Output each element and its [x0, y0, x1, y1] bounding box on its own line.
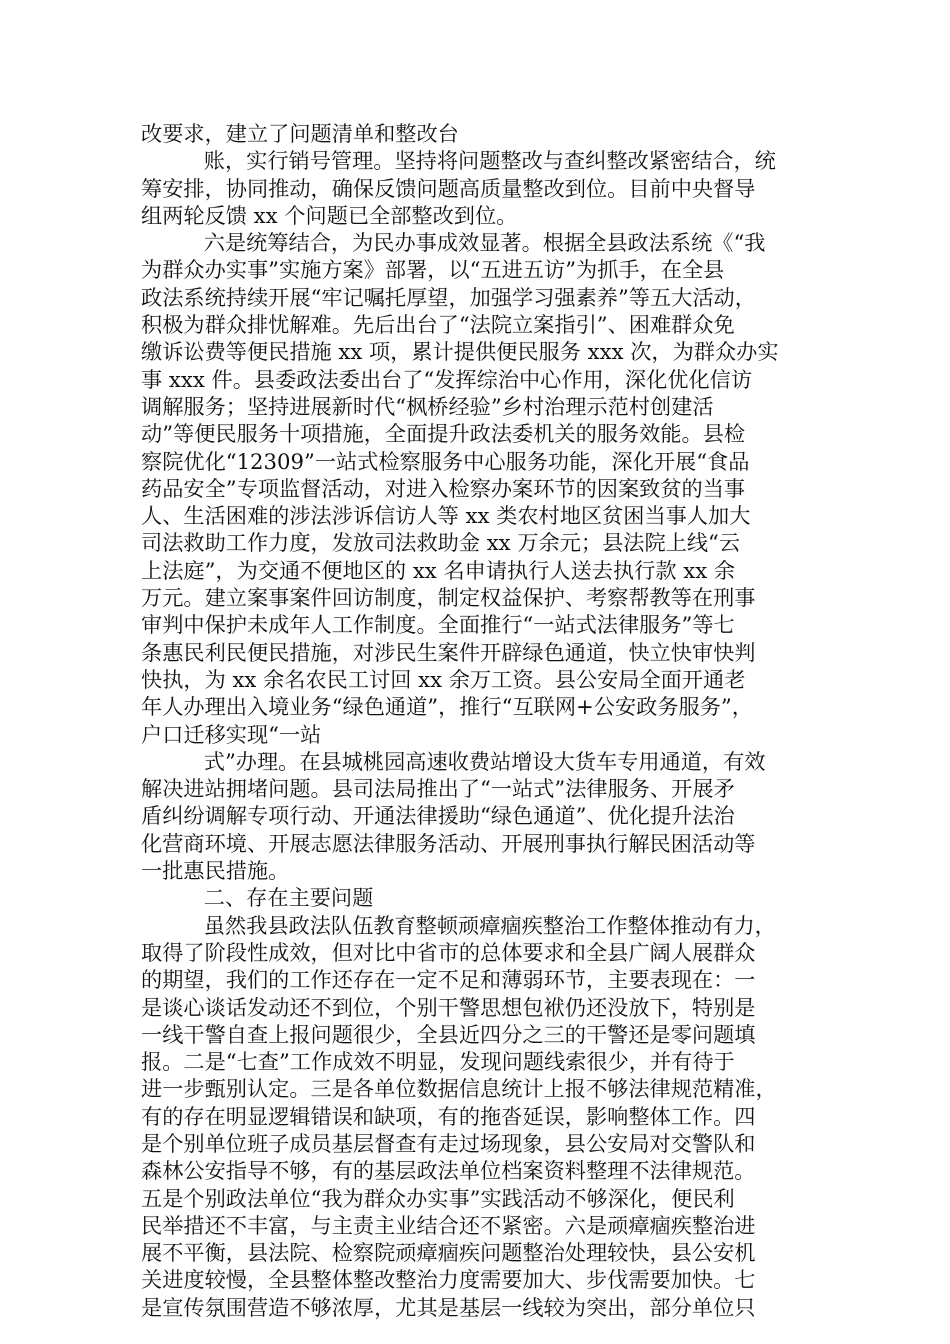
text-line: 一线干警自查上报问题很少，全县近四分之三的干警还是零问题填 — [141, 1021, 756, 1047]
text-line: 组两轮反馈 xx 个问题已全部整改到位。 — [141, 202, 518, 228]
text-line: 政法系统持续开展“牢记嘱托厚望，加强学习强素养”等五大活动， — [141, 284, 756, 310]
text-line: 年人办理出入境业务“绿色通道”，推行“互联网+公安政务服务”， — [141, 694, 753, 720]
text-line: 一批惠民措施。 — [141, 858, 290, 884]
text-line: 改要求，建立了问题清单和整改台 — [141, 121, 459, 146]
section-heading — [141, 884, 811, 911]
text-line: 解决进站拥堵问题。县司法局推出了“一站式”法律服务、开展矛 — [141, 776, 735, 802]
text-line: 报。二是“七查”工作成效不明显，发现问题线索很少，并有待于 — [141, 1049, 735, 1075]
text-line: 筹安排，协同推动，确保反馈问题高质量整改到位。目前中央督导 — [141, 175, 756, 201]
text-line: 化营商环境、开展志愿法律服务活动、开展刑事执行解民困活动等 — [141, 830, 756, 856]
text-line: 民举措还不丰富，与主责主业结合还不紧密。六是顽瘴痼疾整治进 — [141, 1212, 756, 1238]
text-line: 式”办理。在县城桃园高速收费站增设大货车专用通道，有效 — [203, 748, 766, 774]
text-line: 有的存在明显逻辑错误和缺项，有的拖沓延误，影响整体工作。四 — [141, 1103, 756, 1129]
paragraph — [141, 748, 811, 884]
text-line: 为群众办实事”实施方案》部署，以“五进五访”为抓手，在全县 — [141, 257, 725, 283]
text-line: 六是统筹结合，为民办事成效显著。根据全县政法系统《“我 — [203, 230, 766, 256]
text-line: 森林公安指导不够，有的基层政法单位档案资料整理不法律规范。 — [141, 1158, 756, 1184]
text-line: 积极为群众排忧解难。先后出台了“法院立案指引”、困难群众免 — [141, 312, 735, 338]
text-line: 虽然我县政法队伍教育整顿顽瘴痼疾整治工作整体推动有力， — [203, 912, 776, 938]
text-line: 药品安全”专项监督活动，对进入检察办案环节的因案致贫的当事 — [141, 475, 746, 501]
text-line: 万元。建立案事案件回访制度，制定权益保护、考察帮教等在刑事 — [141, 585, 756, 611]
text-line: 盾纠纷调解专项行动、开通法律援助“绿色通道”、优化提升法治 — [141, 803, 735, 829]
text-line: 账，实行销号管理。坚持将问题整改与查纠整改紧密结合，统 — [203, 148, 776, 174]
text-line: 展不平衡，县法院、检察院顽瘴痼疾问题整治处理较快，县公安机 — [141, 1240, 756, 1266]
text-line: 调解服务；坚持进展新时代“枫桥经验”乡村治理示范村创建活 — [141, 393, 714, 419]
document-body — [141, 120, 811, 1321]
text-line: 五是个别政法单位“我为群众办实事”实践活动不够深化，便民利 — [141, 1185, 735, 1211]
text-line: 的期望，我们的工作还存在一定不足和薄弱环节，主要表现在：一 — [141, 967, 756, 993]
text-line: 是谈心谈话发动还不到位，个别干警思想包袱仍还没放下，特别是 — [141, 994, 756, 1020]
text-line: 人、生活困难的涉法涉诉信访人等 xx 类农村地区贫困当事人加大 — [141, 503, 751, 529]
text-line: 是宣传氛围营造不够浓厚，尤其是基层一线较为突出，部分单位只 — [141, 1294, 756, 1320]
document-page — [141, 120, 811, 1321]
text-line: 动”等便民服务十项措施，全面提升政法委机关的服务效能。县检 — [141, 421, 746, 447]
text-line: 关进度较慢，全县整体整改整治力度需要加大、步伐需要加快。七 — [141, 1267, 756, 1293]
text-line: 司法救助工作力度，发放司法救助金 xx 万余元；县法院上线“云 — [141, 530, 741, 556]
text-line: 察院优化“12309”一站式检察服务中心服务功能，深化开展“食品 — [141, 448, 750, 474]
text-line: 进一步甄别认定。三是各单位数据信息统计上报不够法律规范精准， — [141, 1076, 777, 1102]
text-line: 快执，为 xx 余名农民工讨回 xx 余万工资。县公安局全面开通老 — [141, 666, 746, 692]
text-line: 二、存在主要问题 — [203, 885, 374, 911]
text-line: 是个别单位班子成员基层督查有走过场现象，县公安局对交警队和 — [141, 1130, 756, 1156]
text-line: 户口迁移实现“一站 — [141, 721, 322, 747]
paragraph — [141, 912, 811, 1321]
paragraph — [141, 120, 811, 147]
text-line: 上法庭”，为交通不便地区的 xx 名申请执行人送去执行款 xx 余 — [141, 557, 736, 583]
text-line: 取得了阶段性成效，但对比中省市的总体要求和全县广阔人展群众 — [141, 939, 756, 965]
text-line: 事 xxx 件。县委政法委出台了“发挥综治中心作用，深化优化信访 — [141, 366, 753, 392]
paragraph — [141, 229, 811, 748]
text-line: 缴诉讼费等便民措施 xx 项，累计提供便民服务 xxx 次，为群众办实 — [141, 339, 779, 365]
paragraph — [141, 147, 811, 229]
text-line: 审判中保护未成年人工作制度。全面推行“一站式法律服务”等七 — [141, 612, 735, 638]
text-line: 条惠民利民便民措施，对涉民生案件开辟绿色通道，快立快审快判 — [141, 639, 756, 665]
